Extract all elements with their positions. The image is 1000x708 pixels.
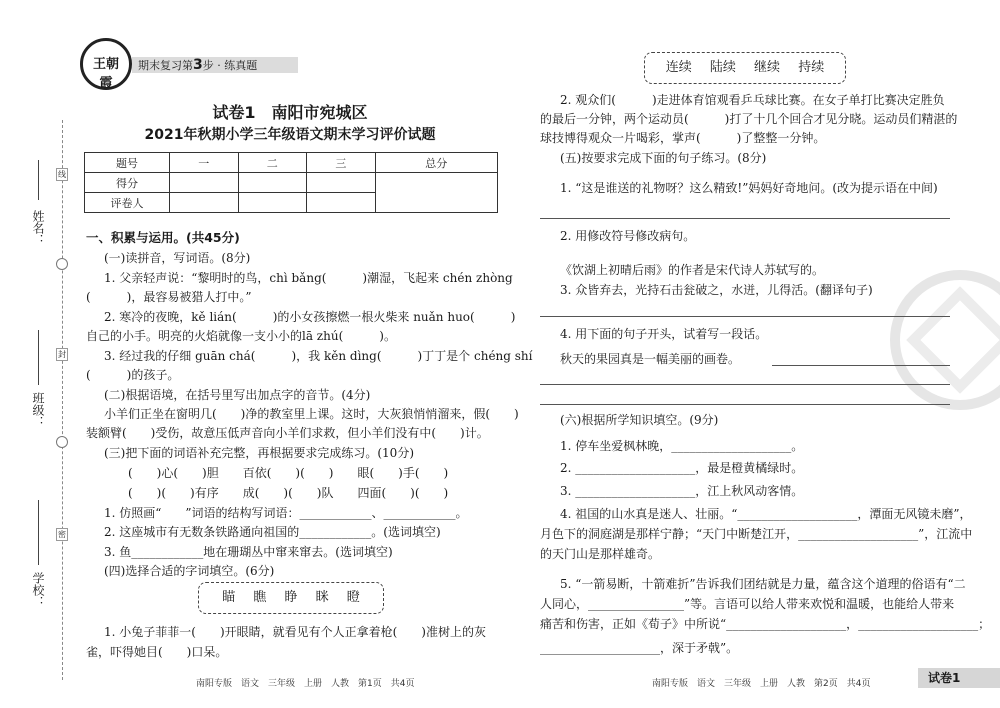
row-label-score: 得分 — [85, 173, 170, 193]
q3-2: 2. 这座城市有无数条铁路通向祖国的____________。(选词填空) — [104, 525, 441, 539]
table-header-cell: 二 — [238, 153, 307, 173]
q3-words-row2: ( )( )有序 成( )( )队 四面( )( ) — [128, 486, 449, 500]
q3-title: (三)把下面的词语补充完整，再根据要求完成练习。(10分) — [104, 446, 414, 460]
table-header-cell: 一 — [170, 153, 239, 173]
brand-logo — [80, 38, 132, 90]
name-writing-line — [38, 160, 39, 200]
q3-1: 1. 仿照画“ ”词语的结构写词语：____________、____________。 — [104, 506, 468, 520]
answer-line — [772, 365, 950, 366]
school-writing-line — [38, 500, 39, 565]
q5-2-sentence: 《饮湖上初晴后雨》的作者是宋代诗人苏轼写的。 — [560, 263, 825, 277]
paper-badge: 试卷1 — [918, 668, 1000, 688]
q6-5-line1: 5. “一箭易断，十箭难折”告诉我们团结就是力量，蕴含这个道理的俗语有“二 — [560, 577, 966, 591]
q4-2-line3: 球技博得观众一片喝彩，掌声( )了整整一分钟。 — [540, 131, 826, 145]
table-header-cell: 题号 — [85, 153, 170, 173]
total-score-cell — [375, 173, 497, 213]
q2-title: (二)根据语境，在括号里写出加点字的音节。(4分) — [104, 388, 371, 402]
q1-3-line1: 3. 经过我的仔细 guān chá( )，我 kěn dìng( )丁丁是个 chéng shí — [104, 349, 533, 363]
row-label-grader: 评卷人 — [85, 193, 170, 213]
review-step-banner — [132, 57, 298, 73]
page-footer-right: 南阳专版 语文 三年级 上册 人教 第2页 共4页 — [652, 679, 871, 689]
q2-line1: 小羊们正坐在窗明几( )净的教室里上课。这时，大灰狼悄悄溜来，假( ) — [104, 407, 519, 421]
seal-tag-line: 线 — [58, 170, 66, 179]
score-table — [84, 152, 498, 213]
q6-5-line4: ____________________，深于矛戟”。 — [540, 641, 739, 655]
score-table-header-row — [85, 153, 498, 173]
q5-4-sentence: 秋天的果园真是一幅美丽的画卷。 — [560, 352, 741, 366]
q6-4-line1: 4. 祖国的山水真是迷人、壮丽。“____________________，潭面无风镜未磨”， — [560, 507, 972, 521]
word-choice-box-right: 连续 陆续 继续 持续 — [644, 52, 846, 84]
q6-1: 1. 停车坐爱枫林晚，____________________。 — [560, 439, 804, 453]
q5-3: 3. 众皆弃去，光持石击瓮破之，水迸，儿得活。(翻译句子) — [560, 283, 873, 297]
q4-2-line2: 的最后一分钟，两个运动员( )打了十几个回合才见分晓。运动员们精湛的 — [540, 112, 958, 126]
q4-2-line1: 2. 观众们( )走进体育馆观看乒乓球比赛。在女子单打比赛决定胜负 — [560, 93, 945, 107]
answer-line — [540, 384, 950, 385]
table-header-cell: 三 — [307, 153, 376, 173]
q1-1-line1: 1. 父亲轻声说：“黎明时的鸟，chì bǎng( )潮湿，飞起来 chén zhòng — [104, 271, 513, 285]
school-label: 学校： — [31, 572, 45, 608]
q2-line2: 装额臂( )受伤，故意压低声音向小羊们求救，但小羊们没有中( )计。 — [86, 426, 489, 440]
answer-line — [540, 218, 950, 219]
q3-3: 3. 鱼____________地在珊瑚丛中窜来窜去。(选词填空) — [104, 545, 393, 559]
q6-4-line3: 的天门山是那样雄奇。 — [540, 547, 661, 561]
q6-5-line2: 人同心，________________”等。言语可以给人带来欢悦和温暖，也能给人带来 — [540, 597, 955, 611]
q5-1: 1. “这是谁送的礼物呀？这么精致!”妈妈好奇地问。(改为提示语在中间) — [560, 181, 938, 195]
q6-title: (六)根据所学知识填空。(9分) — [560, 413, 719, 427]
q5-4: 4. 用下面的句子开头，试着写一段话。 — [560, 327, 768, 341]
logo-text: 王朝霞 — [92, 57, 119, 91]
table-header-cell: 总分 — [375, 153, 497, 173]
q3-words-row1: ( )心( )胆 百依( )( ) 眼( )手( ) — [128, 466, 449, 480]
paper-subtitle: 2021年秋期小学三年级语文期末学习评价试题 — [144, 127, 436, 143]
page-footer-left: 南阳专版 语文 三年级 上册 人教 第1页 共4页 — [196, 679, 415, 689]
banner-suffix: 步 · 练真题 — [202, 59, 258, 72]
q6-3: 3. ____________________，江上秋风动客情。 — [560, 484, 804, 498]
q6-2: 2. ____________________，最是橙黄橘绿时。 — [560, 461, 804, 475]
q6-5-line3: 痛苦和伤害，正如《荀子》中所说“____________________，____________________； — [540, 617, 991, 631]
watermark-seal — [890, 270, 1000, 410]
paper-title: 试卷1 南阳市宛城区 — [212, 103, 368, 122]
banner-step: 3 — [193, 57, 203, 73]
class-label: 班级： — [31, 392, 45, 428]
banner-prefix: 期末复习第 — [138, 59, 193, 72]
answer-line — [540, 316, 950, 317]
q1-3-line2: ( )的孩子。 — [86, 368, 180, 382]
class-writing-line — [38, 330, 39, 385]
watermark-pattern — [906, 286, 1000, 393]
q1-2-line2: 自己的小手。明亮的火焰就像一支小小的lā zhú( )。 — [86, 329, 396, 343]
q5-2: 2. 用修改符号修改病句。 — [560, 229, 696, 243]
q1-2-line1: 2. 寒冷的夜晚，kě lián( )的小女孩擦燃一根火柴来 nuǎn huo( ) — [104, 310, 516, 324]
q4-1-line2: 雀，吓得她目( )口呆。 — [86, 645, 228, 659]
binding-margin — [0, 0, 80, 708]
binding-hole — [56, 258, 68, 270]
table-row — [85, 173, 498, 193]
seal-tag-seal: 封 — [58, 350, 66, 359]
q5-title: (五)按要求完成下面的句子练习。(8分) — [560, 151, 767, 165]
q4-1-line1: 1. 小兔子菲菲一( )开眼睛，就看见有个人正拿着枪( )准树上的灰 — [104, 625, 486, 639]
answer-line — [540, 404, 950, 405]
word-choice-box: 瞄 瞧 睁 眯 瞪 — [198, 582, 384, 614]
q6-4-line2: 月色下的洞庭湖是那样宁静；“天门中断楚江开，____________________”，江流中 — [540, 527, 973, 541]
name-label: 姓名： — [31, 210, 45, 246]
binding-hole — [56, 436, 68, 448]
q4-title: (四)选择合适的字词填空。(6分) — [104, 564, 275, 578]
q1-title: (一)读拼音，写词语。(8分) — [104, 251, 251, 265]
q1-1-line2: ( )，最容易被猎人打中。” — [86, 290, 252, 304]
section-1-heading: 一、积累与运用。(共45分) — [86, 230, 240, 245]
seal-tag-secret: 密 — [58, 530, 66, 539]
binding-dashed-line — [62, 120, 63, 680]
